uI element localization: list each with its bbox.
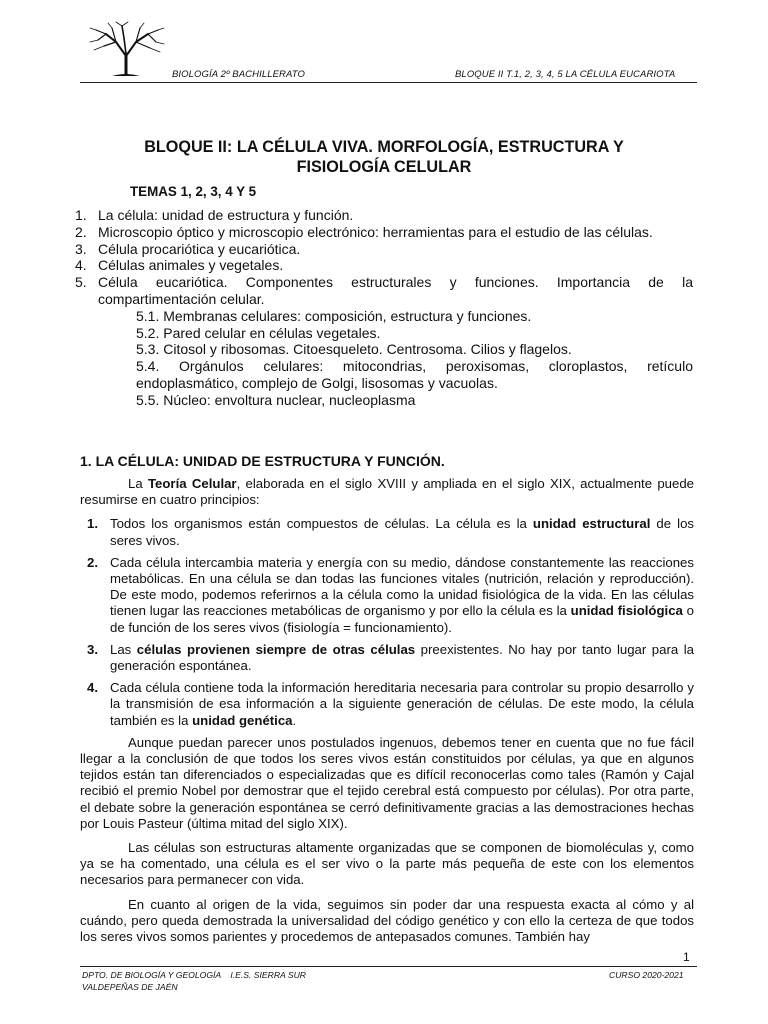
section-body xyxy=(80,476,694,945)
list-item: 4. Cada célula contiene toda la información hereditaria necesaria para controlar su propio desarrollo y la transmisión de esa información a la siguiente generación de células. De este modo, la célula también es la unidad genética. xyxy=(87,680,694,728)
table-of-contents xyxy=(75,207,693,409)
principles-list xyxy=(80,516,694,728)
toc-item: 4. Células animales y vegetales. xyxy=(75,257,284,274)
logo-tree xyxy=(86,20,166,76)
tree-icon xyxy=(86,20,166,76)
section-heading: 1. LA CÉLULA: UNIDAD DE ESTRUCTURA Y FUNCIÓN. xyxy=(80,453,445,469)
footer-department: DPTO. DE BIOLOGÍA Y GEOLOGÍA I.E.S. SIERRA SUR xyxy=(82,970,306,980)
toc-subitem: 5.2. Pared celular en células vegetales. xyxy=(136,324,381,341)
page-title-line2: FISIOLOGÍA CELULAR xyxy=(296,158,472,176)
body-paragraph: En cuanto al origen de la vida, seguimos sin poder dar una respuesta exacta al cómo y al cuándo, pero queda demostrada la universalidad del código genético y con ello la certeza de que todos los seres vivos somos parientes y procedemos de antepasados comunes. También hay xyxy=(80,896,694,945)
page-number: 1 xyxy=(683,950,690,964)
body-paragraph: Las células son estructuras altamente organizadas que se componen de biomoléculas y, como ya se ha comentado, una célula es el ser vivo o la parte más pequeña de este con los elementos necesarios para permanecer con vida. xyxy=(80,840,694,888)
footer-location: VALDEPEÑAS DE JAÉN xyxy=(82,982,178,992)
toc-subitem: 5.5. Núcleo: envoltura nuclear, nucleoplasma xyxy=(136,391,416,408)
footer-rule xyxy=(80,966,697,967)
list-item: 3. Las células provienen siempre de otras células preexistentes. No hay por tanto lugar para la generación espontánea. xyxy=(87,641,694,674)
page-title-line1: BLOQUE II: LA CÉLULA VIVA. MORFOLOGÍA, ESTRUCTURA Y xyxy=(144,138,624,156)
list-item: 2. Cada célula intercambia materia y energía con su medio, dándose constantemente las reacciones metabólicas. En una célula se dan todas las funciones vitales (nutrición, relación y reproducción). De este modo, podemos referirnos a la célula como la unidad fisiológica de la vida. En las células tienen lugar las reacciones metabólicas de organismo y por ello la célula es la unidad fisiológica o de función de los seres vivos (fisiología = funcionamiento). xyxy=(87,554,694,635)
toc-item: 1. La célula: unidad de estructura y función. xyxy=(75,207,354,223)
toc-item: 2. Microscopio óptico y microscopio electrónico: herramientas para el estudio de las células. xyxy=(75,223,653,240)
intro-paragraph: La Teoría Celular, elaborada en el siglo XVIII y ampliada en el siglo XIX, actualmente puede resumirse en cuatro principios: xyxy=(80,476,694,508)
toc-item: 5. Célula eucariótica. Componentes estructurales y funciones. Importancia de la compartimentación celular. xyxy=(75,274,693,307)
toc-subitem: 5.3. Citosol y ribosomas. Citoesqueleto. Centrosoma. Cilios y flagelos. xyxy=(136,341,572,358)
header-left: BIOLOGÍA 2º BACHILLERATO xyxy=(172,69,305,80)
toc-subitem: 5.4. Orgánulos celulares: mitocondrias, peroxisomas, cloroplastos, retículo endoplasmático, complejo de Golgi, lisosomas y vacuolas. xyxy=(136,358,693,391)
header-right: BLOQUE II T.1, 2, 3, 4, 5 LA CÉLULA EUCARIOTA xyxy=(455,69,676,80)
toc-item: 3. Célula procariótica y eucariótica. xyxy=(75,240,301,257)
body-paragraph: Aunque puedan parecer unos postulados ingenuos, debemos tener en cuenta que no fue fácil llegar a la conclusión de que todos los seres vivos están constituidos por células, ya que en algunos tejidos están tan diferenciados o especializadas que es difícil reconocerlas como tales (Ramón y Cajal recibió el premio Nobel por demostrar que el tejido cerebral está compuesto por células). Por otra parte, el debate sobre la generación espontánea se cerró definitivamente gracias a las demostraciones hechas por Louis Pasteur (última mitad del siglo XIX). xyxy=(80,734,694,831)
toc-subitem: 5.1. Membranas celulares: composición, estructura y funciones. xyxy=(136,307,532,324)
list-item: 1. Todos los organismos están compuestos de células. La célula es la unidad estructural de los seres vivos. xyxy=(87,516,695,548)
temas-heading: TEMAS 1, 2, 3, 4 Y 5 xyxy=(130,184,257,199)
footer-course: CURSO 2020-2021 xyxy=(609,970,684,980)
header-rule xyxy=(80,82,697,83)
